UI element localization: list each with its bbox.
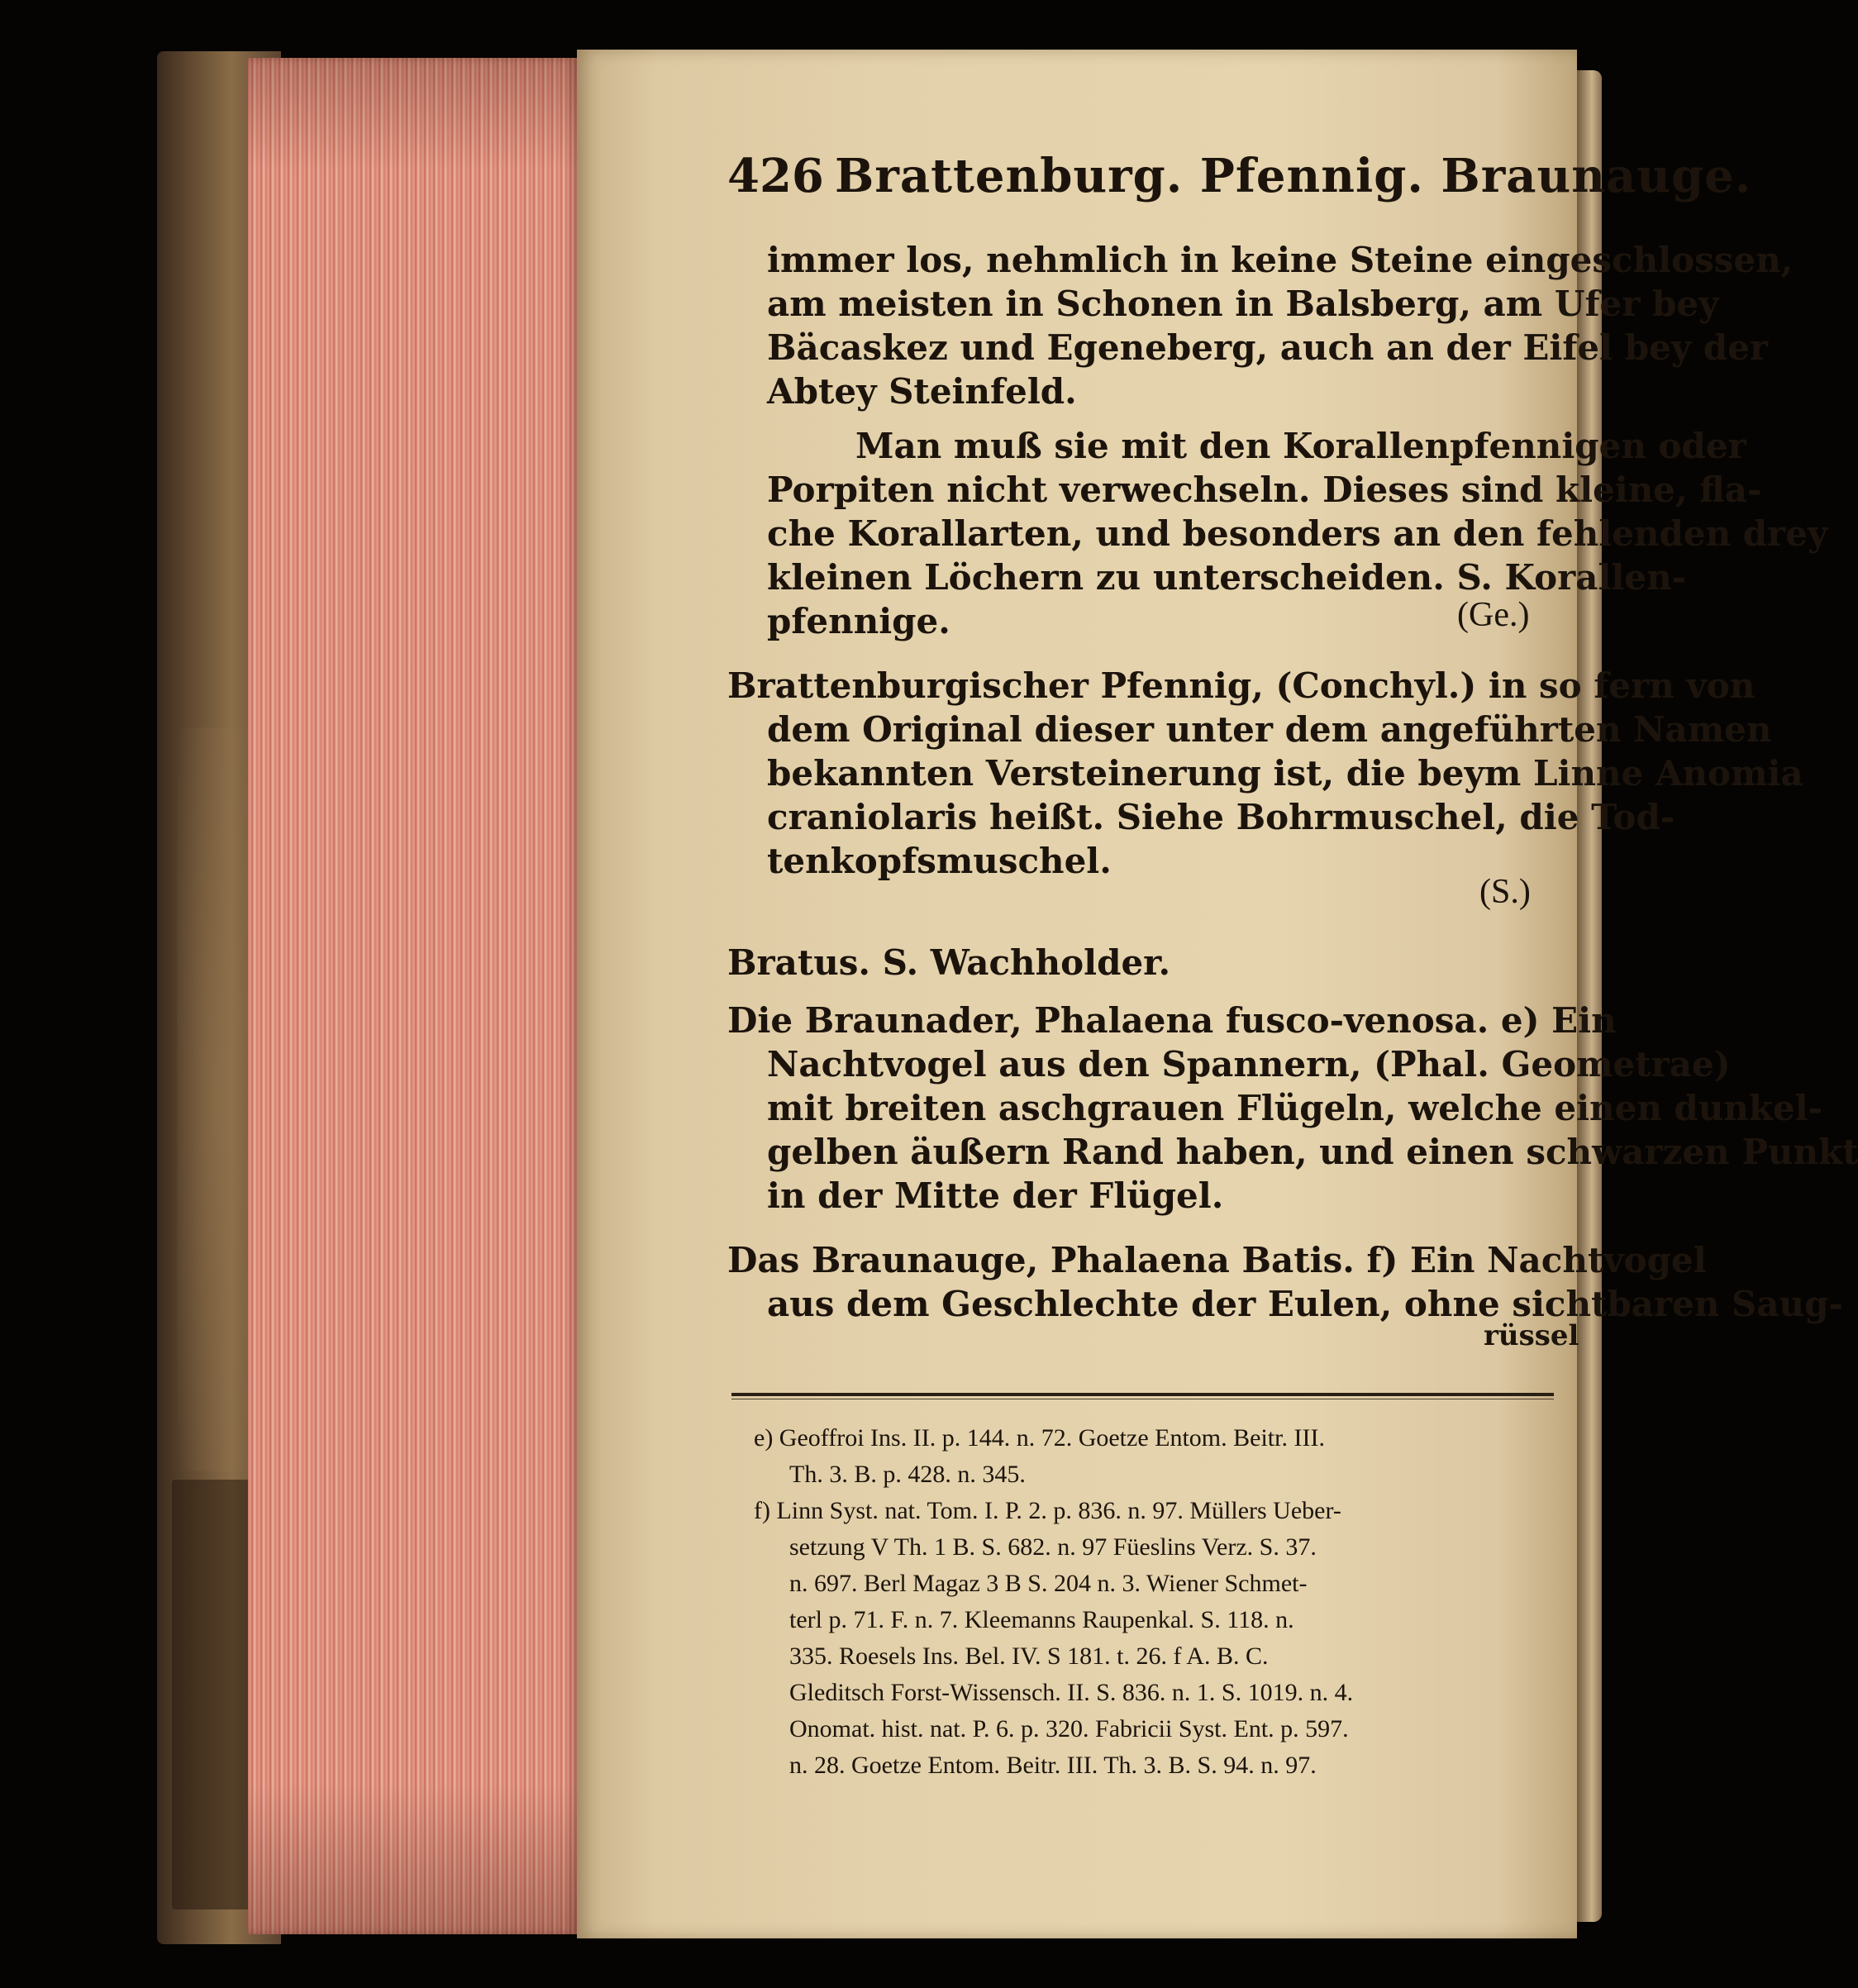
text-line: kleinen Löchern zu unterscheiden. S. Korallen- xyxy=(767,557,1687,598)
footnote-line: Gleditsch Forst-Wissensch. II. S. 836. n. 1. S. 1019. n. 4. xyxy=(789,1679,1354,1706)
text-line: dem Original dieser unter dem angeführten Namen xyxy=(767,709,1772,750)
text-line: gelben äußern Rand haben, und einen schwarzen Punkt xyxy=(767,1132,1858,1172)
footnote-line: Onomat. hist. nat. P. 6. p. 320. Fabricii Syst. Ent. p. 597. xyxy=(789,1715,1349,1742)
page-edge-shadow xyxy=(248,58,577,1934)
text-line: bekannten Versteinerung ist, die beym Linne Anomia xyxy=(767,753,1803,794)
text-line: Abtey Steinfeld. xyxy=(767,371,1077,412)
footnote-line: Th. 3. B. p. 428. n. 345. xyxy=(789,1461,1026,1488)
footnote-line: e) Geoffroi Ins. II. p. 144. n. 72. Goetze Entom. Beitr. III. xyxy=(754,1424,1325,1452)
text-line: tenkopfsmuschel. xyxy=(767,841,1112,881)
text-line: Bäcaskez und Egeneberg, auch an der Eifel bey der xyxy=(767,327,1769,368)
text-line: mit breiten aschgrauen Flügeln, welche einen dunkel- xyxy=(767,1088,1823,1128)
page-number: 426 xyxy=(727,149,824,203)
text-line: pfennige. xyxy=(767,601,950,641)
running-head: Brattenburg. Pfennig. Braunauge. xyxy=(835,149,1752,203)
footnote-line: 335. Roesels Ins. Bel. IV. S 181. t. 26. f A. B. C. xyxy=(789,1642,1269,1670)
author-signature: (S.) xyxy=(1479,873,1531,911)
text-line: Porpiten nicht verwechseln. Dieses sind kleine, fla- xyxy=(767,470,1762,510)
entry-headword-line: Brattenburgischer Pfennig, (Conchyl.) in so fern von xyxy=(727,665,1756,706)
text-line: in der Mitte der Flügel. xyxy=(767,1175,1224,1216)
footnote-line: terl p. 71. F. n. 7. Kleemanns Raupenkal. S. 118. n. xyxy=(789,1606,1294,1633)
entry-headword-line: Das Braunauge, Phalaena Batis. f) Ein Nachtvogel xyxy=(727,1240,1707,1280)
footnote-line: n. 28. Goetze Entom. Beitr. III. Th. 3. B. S. 94. n. 97. xyxy=(789,1752,1317,1779)
text-line: am meisten in Schonen in Balsberg, am Ufer bey xyxy=(767,284,1719,324)
text-line: Nachtvogel aus den Spannern, (Phal. Geometrae) xyxy=(767,1044,1731,1085)
footnote-rule xyxy=(731,1393,1554,1396)
author-signature: (Ge.) xyxy=(1457,596,1530,634)
entry-headword-line: Die Braunader, Phalaena fusco-venosa. e) Ein xyxy=(727,1000,1617,1041)
text-line: craniolaris heißt. Siehe Bohrmuschel, die Tod- xyxy=(767,797,1675,837)
footnote-line: n. 697. Berl Magaz 3 B S. 204 n. 3. Wiener Schmet- xyxy=(789,1570,1308,1597)
text-line: immer los, nehmlich in keine Steine eingeschlossen, xyxy=(767,240,1794,280)
catchword: rüssel xyxy=(1484,1319,1579,1352)
cover-wear-mark xyxy=(177,727,251,1471)
footnote-line: setzung V Th. 1 B. S. 682. n. 97 Füeslins Verz. S. 37. xyxy=(789,1533,1317,1561)
text-line: che Korallarten, und besonders an den fehlenden drey xyxy=(767,513,1828,554)
footnote-line: f) Linn Syst. nat. Tom. I. P. 2. p. 836. n. 97. Müllers Ueber- xyxy=(754,1497,1341,1524)
entry-headword-line: Bratus. S. Wachholder. xyxy=(727,942,1171,983)
text-line: Man muß sie mit den Korallenpfennigen oder xyxy=(855,426,1746,466)
text-line: aus dem Geschlechte der Eulen, ohne sichtbaren Saug- xyxy=(767,1284,1843,1324)
